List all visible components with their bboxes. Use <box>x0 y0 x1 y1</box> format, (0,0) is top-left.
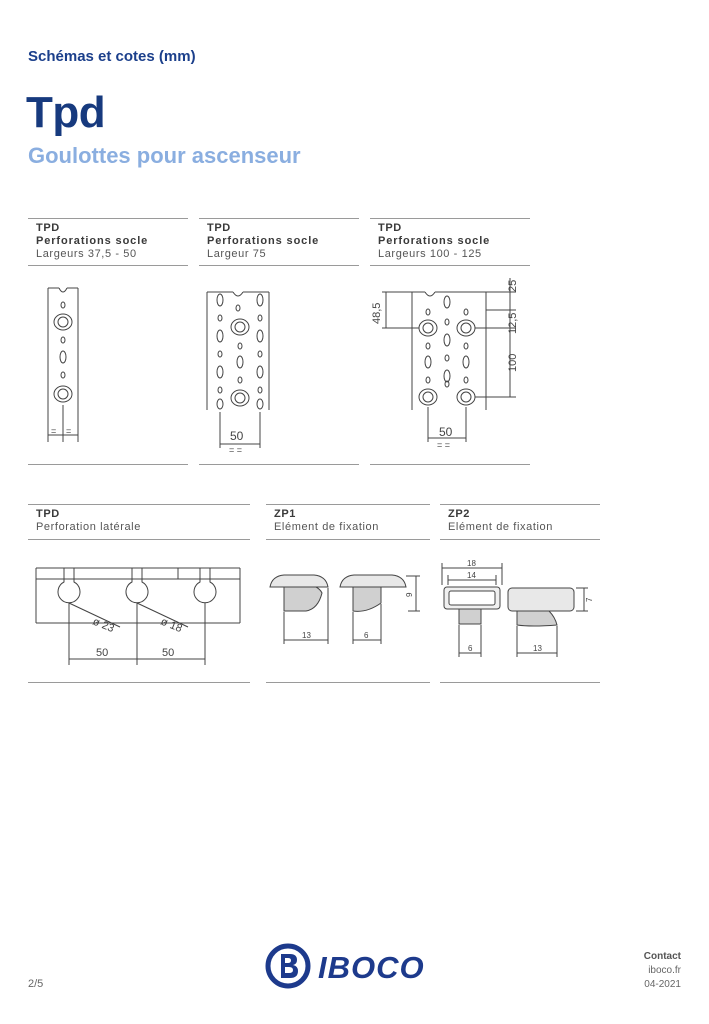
dim-diameter-18: ø 18 <box>158 615 184 636</box>
iboco-logo <box>264 942 444 990</box>
footer-contact <box>644 950 681 978</box>
logo-mark-icon <box>264 942 444 990</box>
panel-header <box>440 504 600 540</box>
dim-13: 13 <box>533 644 542 653</box>
panel-zp1 <box>266 504 430 540</box>
panel-rule <box>370 464 530 465</box>
drawing-lateral-perforation <box>28 555 250 675</box>
panel-rule <box>28 682 250 683</box>
dim-48-5: 48,5 <box>371 302 383 324</box>
dim-100: 100 <box>507 353 519 372</box>
product-subtitle: Goulottes pour ascenseur <box>28 143 301 168</box>
dim-6: 6 <box>364 631 369 640</box>
website-link[interactable]: iboco.fr <box>648 965 681 976</box>
dim-width: 50 <box>230 429 244 443</box>
contact-label: Contact <box>643 951 681 962</box>
dim-equal-mark: = = <box>229 445 243 455</box>
panel-header <box>28 218 188 266</box>
panel-subtitle: Perforations socle <box>36 235 149 247</box>
drawing-zp2 <box>440 555 600 665</box>
drawing-base-perforations-narrow <box>28 270 188 450</box>
dim-18: 18 <box>467 559 476 568</box>
panel-description: Elément de fixation <box>274 521 379 533</box>
panel-subtitle: Perforations socle <box>378 235 491 247</box>
panel-description: Largeurs 37,5 - 50 <box>36 248 137 260</box>
dim-equal-left: = <box>51 426 57 436</box>
dim-equal-right: = <box>66 426 72 436</box>
panel-rule <box>440 682 600 683</box>
panel-rule <box>199 464 359 465</box>
panel-code: ZP2 <box>448 508 470 520</box>
dim-6: 6 <box>468 644 473 653</box>
panel-tpd-100-125 <box>370 218 530 266</box>
panel-zp2 <box>440 504 600 540</box>
drawing-base-perforations-75 <box>199 270 359 460</box>
dim-7: 7 <box>585 597 594 602</box>
brand-wordmark: IBOCO <box>318 950 425 985</box>
panel-tpd-lateral <box>28 504 250 540</box>
dim-spacing-1: 50 <box>96 647 109 659</box>
panel-description: Elément de fixation <box>448 521 553 533</box>
drawing-base-perforations-wide <box>370 270 530 460</box>
panel-code: ZP1 <box>274 508 296 520</box>
page-number: 2/5 <box>28 978 44 990</box>
panel-code: TPD <box>36 508 60 520</box>
panel-code: TPD <box>36 222 60 234</box>
dim-diameter-23: ø 23 <box>90 615 116 636</box>
dim-equal-mark: = = <box>437 440 451 450</box>
panel-description: Perforation latérale <box>36 521 141 533</box>
panel-description: Largeur 75 <box>207 248 267 260</box>
panel-header <box>199 218 359 266</box>
product-title: Tpd <box>26 88 106 137</box>
panel-code: TPD <box>207 222 231 234</box>
publication-date: 04-2021 <box>644 979 681 990</box>
drawing-zp1 <box>266 560 430 660</box>
panel-tpd-37-50 <box>28 218 188 266</box>
dim-spacing-2: 50 <box>162 647 175 659</box>
dim-14: 14 <box>467 571 476 580</box>
dim-50: 50 <box>439 425 453 439</box>
panel-tpd-75 <box>199 218 359 266</box>
panel-description: Largeurs 100 - 125 <box>378 248 482 260</box>
panel-subtitle: Perforations socle <box>207 235 320 247</box>
dim-13: 13 <box>302 631 311 640</box>
panel-header <box>266 504 430 540</box>
dim-25: 25 <box>507 279 519 292</box>
panel-rule <box>266 682 430 683</box>
panel-header <box>370 218 530 266</box>
panel-code: TPD <box>378 222 402 234</box>
panel-rule <box>28 464 188 465</box>
section-title: Schémas et cotes (mm) <box>28 48 196 65</box>
dim-12-5: 12,5 <box>507 312 519 334</box>
panel-header <box>28 504 250 540</box>
dim-9: 9 <box>405 592 414 597</box>
